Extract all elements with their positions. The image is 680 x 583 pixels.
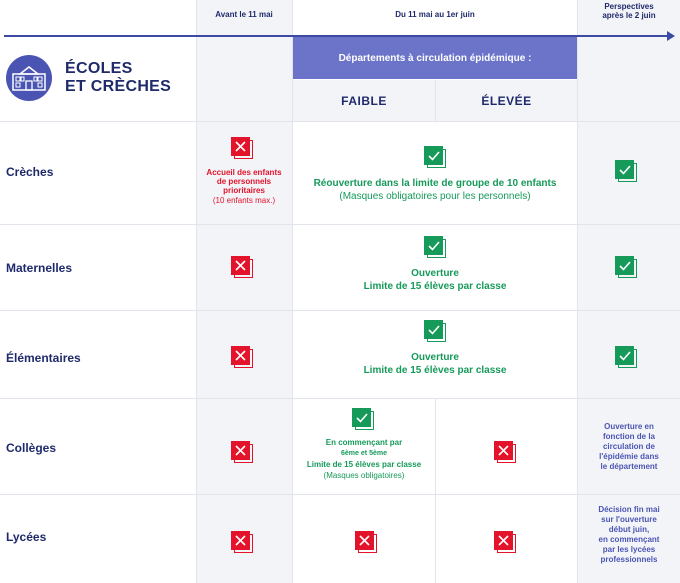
school-building-icon (6, 55, 52, 101)
colleges-faible-note: (Masques obligatoires) (323, 471, 405, 480)
header-after-line2: après le 2 juin (602, 11, 656, 20)
title-line1: ÉCOLES (65, 60, 133, 77)
elementaires-during-line1: Ouverture (411, 352, 459, 363)
check-icon (424, 236, 446, 258)
header-elevee: ÉLEVÉE (481, 93, 532, 108)
after-column-background (578, 0, 680, 583)
grid-divider (0, 121, 680, 122)
creches-during-text: Réouverture dans la limite de groupe de 10 enfants (313, 178, 557, 189)
grid-divider (0, 494, 680, 495)
grid-divider (435, 398, 436, 583)
cross-icon (231, 346, 253, 368)
colleges-faible-line3: Limite de 15 élèves par classe (306, 460, 422, 469)
elementaires-during-line2: Limite de 15 élèves par classe (363, 365, 507, 376)
creches-before-text (198, 168, 290, 195)
colleges-after-line5: le département (600, 462, 658, 471)
row-label-lycees: Lycées (6, 530, 47, 544)
before-column-background (196, 0, 292, 583)
maternelles-during-line2: Limite de 15 élèves par classe (363, 281, 507, 292)
grid-divider (0, 224, 680, 225)
lycees-after-text (580, 505, 678, 565)
elementaires-during-text (293, 351, 577, 377)
row-label-creches: Crèches (6, 165, 54, 179)
check-icon (615, 160, 637, 182)
grid-divider (577, 0, 578, 583)
lycees-after-line4: en commençant (598, 535, 660, 544)
colleges-cinquieme: 5ème (369, 450, 387, 457)
row-label-colleges: Collèges (6, 441, 57, 455)
lycees-after-line5: par les lycées (602, 545, 656, 554)
colleges-et: et (360, 450, 368, 457)
department-banner: Départements à circulation épidémique : (293, 37, 577, 79)
header-faible: FAIBLE (341, 93, 387, 108)
grid-divider (0, 398, 680, 399)
colleges-after-line1: Ouverture en (604, 422, 654, 431)
colleges-sixieme: 6ème (341, 450, 359, 457)
creches-before-note: (10 enfants max.) (212, 196, 276, 205)
creches-before-line1: Accueil des enfants (206, 168, 282, 177)
creches-during-note: (Masques obligatoires pour les personnels) (339, 191, 531, 202)
grid-divider (0, 310, 680, 311)
lycees-after-line1: Décision fin mai (598, 505, 660, 514)
timeline-arrow-icon (667, 31, 675, 41)
cross-icon (494, 531, 516, 553)
check-icon (615, 256, 637, 278)
cross-icon (231, 256, 253, 278)
cross-icon (355, 531, 377, 553)
row-label-maternelles: Maternelles (6, 261, 73, 275)
colleges-faible-line1: En commençant par (325, 438, 403, 447)
cross-icon (231, 137, 253, 159)
colleges-faible-text (293, 437, 435, 470)
colleges-after-text (580, 422, 678, 472)
row-label-elementaires: Élémentaires (6, 351, 81, 365)
page-title (65, 60, 171, 96)
grid-divider (196, 0, 197, 583)
title-line2: ET CRÈCHES (65, 78, 172, 95)
check-icon (352, 408, 374, 430)
header-after-june-2 (578, 2, 680, 20)
colleges-after-line4: l'épidémie dans (599, 452, 659, 461)
maternelles-during-text (293, 267, 577, 293)
header-after-line1: Perspectives (604, 2, 654, 11)
lycees-after-line6: professionnels (600, 555, 658, 564)
creches-before-line3: prioritaires (223, 186, 265, 195)
lycees-after-line3: début juin, (608, 525, 650, 534)
check-icon (424, 320, 446, 342)
maternelles-during-line1: Ouverture (411, 268, 459, 279)
colleges-faible-line2 (293, 448, 435, 459)
check-icon (424, 146, 446, 168)
cross-icon (231, 441, 253, 463)
cross-icon (494, 441, 516, 463)
check-icon (615, 346, 637, 368)
lycees-after-line2: sur l'ouverture (601, 515, 657, 524)
header-before-may-11: Avant le 11 mai (215, 10, 273, 19)
header-may-11-to-june-1: Du 11 mai au 1er juin (395, 10, 475, 19)
colleges-after-line3: circulation de (602, 442, 655, 451)
creches-before-line2: de personnels (216, 177, 272, 186)
colleges-after-line2: fonction de la (603, 432, 655, 441)
cross-icon (231, 531, 253, 553)
